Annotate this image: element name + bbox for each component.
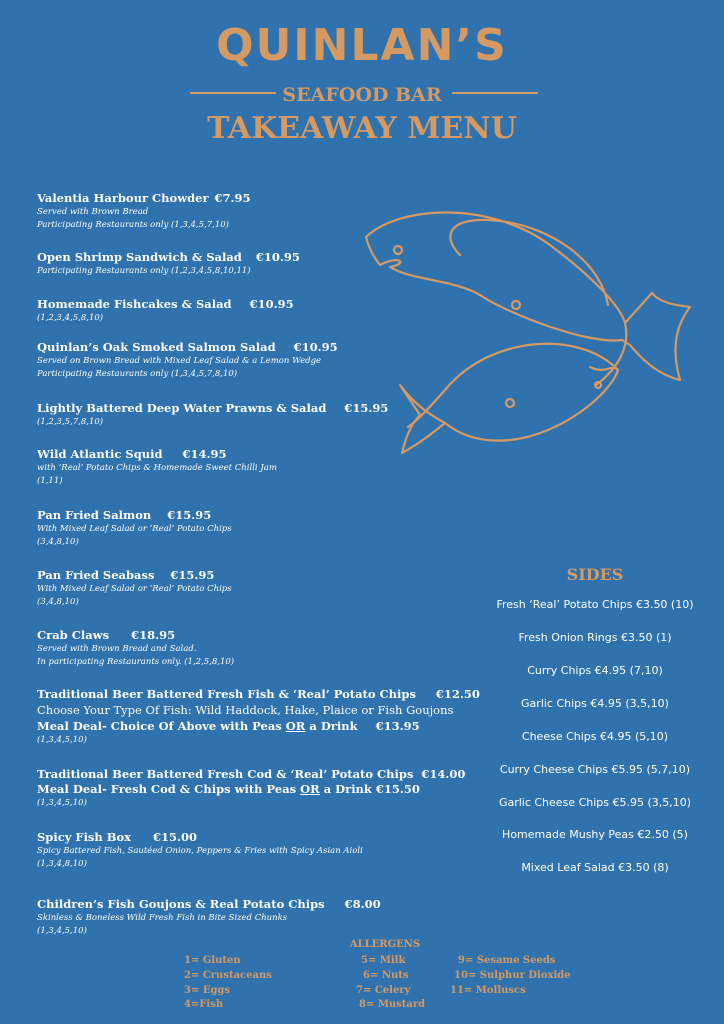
menu-item-price: €7.95 [214,191,251,205]
side-item: Homemade Mushy Peas €2.50 (5) [502,828,688,841]
menu-item-name: Valentia Harbour Chowder [37,191,209,205]
meal-deal-price: €13.95 [375,719,420,733]
menu-item-description: Choose Your Type Of Fish: Wild Haddock, Hake, Plaice or Fish Goujons [37,703,454,717]
fish-illustration-icon [360,195,700,475]
menu-item [37,250,477,278]
side-item: Garlic Chips €4.95 (3,5,10) [521,697,669,710]
menu-item [37,191,477,232]
meal-deal-text: Meal Deal- Fresh Cod & Chips with Peas [37,782,301,796]
menu-item-price: €12.50 [435,687,480,701]
menu-item-note: (1,3,4,5,10) [37,735,87,745]
allergen-entry: 7= Celery [356,985,411,996]
meal-deal-text: a Drink €15.50 [319,782,420,796]
menu-item [37,447,477,488]
menu-item-note: Served on Brown Bread with Mixed Leaf Salad & a Lemon Wedge [37,356,322,366]
side-item: Curry Chips €4.95 (7,10) [527,664,663,677]
menu-item-price: €8.00 [344,897,381,911]
menu-item [37,297,477,325]
side-item: Curry Cheese Chips €5.95 (5,7,10) [499,763,691,776]
menu-item-name: Children’s Fish Goujons & Real Potato Chips [37,897,325,911]
menu-item-note: (1,3,4,5,10) [37,926,87,936]
meal-deal-or: OR [300,782,320,796]
menu-item-note: (1,3,4,5,10) [37,798,87,808]
menu-item-note: with ‘Real’ Potato Chips & Homemade Sweet Chilli Jam [37,463,277,473]
allergen-entry: 11= Molluscs [450,985,526,996]
menu-item-name: Pan Fried Salmon [37,508,152,522]
menu-item-note: With Mixed Leaf Salad or ‘Real’ Potato Chips [37,584,232,594]
meal-deal-line [37,782,477,797]
menu-item-note: Served with Brown Bread and Salad. [37,644,197,654]
menu-item-title [37,191,477,206]
allergen-entry: 3= Eggs [184,985,231,996]
menu-item-price: €15.00 [153,830,198,844]
menu-item-note: (3,4,8,10) [37,537,79,547]
menu-item-note: With Mixed Leaf Salad or ‘Real’ Potato Chips [37,524,232,534]
sides-title: SIDES [566,565,624,584]
menu-item-name: Quinlan’s Oak Smoked Salmon Salad [37,340,276,354]
menu-item-note: Participating Restaurants only (1,3,4,5,7,8,10) [37,369,238,379]
menu-item-note: (1,2,3,4,5,8,10) [37,313,104,323]
allergen-entry: 9= Sesame Seeds [458,955,556,966]
menu-item [37,508,477,549]
restaurant-logo-name: QUINLAN’S [216,20,508,71]
menu-item-note: Participating Restaurants only (1,2,3,4,5,8,10,11) [37,266,251,276]
menu-item-name: Pan Fried Seabass [37,568,155,582]
menu-item-name: Lightly Battered Deep Water Prawns & Salad [37,401,327,415]
side-item: Fresh Onion Rings €3.50 (1) [518,631,672,644]
menu-item-name: Homemade Fishcakes & Salad [37,297,232,311]
allergen-entry: 4=Fish [184,999,224,1010]
menu-item-note: Skinless & Boneless Wild Fresh Fish in Bite Sized Chunks [37,913,288,923]
allergen-entry: 8= Mustard [359,999,426,1010]
menu-item-name: Open Shrimp Sandwich & Salad [37,250,242,264]
allergen-entry: 1= Gluten [184,955,241,966]
meal-deal-or: OR [285,719,306,733]
menu-title: TAKEAWAY MENU [207,111,517,146]
menu-item-price: €14.00 [421,767,466,781]
side-item: Fresh ‘Real’ Potato Chips €3.50 (10) [496,598,694,611]
menu-item-name: Traditional Beer Battered Fresh Fish & ‘Real’ Potato Chips [37,687,416,701]
menu-item-note: (1,2,3,5,7,8,10) [37,417,104,427]
menu-item-price: €15.95 [170,568,215,582]
menu-item [37,897,477,938]
menu-item-note: Spicy Battered Fish, Sautéed Onion, Peppers & Fries with Spicy Asian Aioli [37,846,363,856]
menu-item [37,830,477,871]
menu-item [37,628,477,669]
menu-item-name: Crab Claws [37,628,110,642]
menu-item-note: (1,3,4,8,10) [37,859,87,869]
menu-item-name: Traditional Beer Battered Fresh Cod & ‘Real’ Potato Chips [37,767,414,781]
allergen-entry: 5= Milk [361,955,406,966]
allergen-entry: 2= Crustaceans [184,970,272,981]
side-item: Garlic Cheese Chips €5.95 (3,5,10) [498,796,692,809]
restaurant-subtitle: SEAFOOD BAR [282,84,442,106]
side-item: Mixed Leaf Salad €3.50 (8) [521,861,669,874]
menu-item [37,687,480,747]
menu-item [37,401,477,429]
meal-deal-text: a Drink [305,719,358,733]
meal-deal-line [37,719,477,734]
menu-item-note: (1,11) [37,476,63,486]
menu-item [37,767,477,810]
menu-item-price: €15.95 [167,508,212,522]
menu-item-note: In participating Restaurants only. (1,2,5,8,10) [37,657,235,667]
meal-deal-text: Meal Deal- Choice Of Above with Peas [37,719,286,733]
menu-item-price: €10.95 [249,297,294,311]
menu-item-note: Participating Restaurants only (1,3,4,5,7,10) [37,220,229,230]
allergens-title: ALLERGENS [349,939,421,950]
menu-item-price: €10.95 [293,340,338,354]
menu-item [37,568,477,609]
allergen-entry: 10= Sulphur Dioxide [454,970,571,981]
menu-item-note: Served with Brown Bread [37,207,149,217]
menu-item-price: €10.95 [255,250,300,264]
menu-item-price: €18.95 [131,628,176,642]
side-item: Cheese Chips €4.95 (5,10) [521,730,669,743]
menu-item-name: Wild Atlantic Squid [37,447,163,461]
menu-item [37,340,477,381]
menu-item-name: Spicy Fish Box [37,830,132,844]
allergen-entry: 6= Nuts [363,970,409,981]
menu-item-price: €14.95 [182,447,227,461]
menu-item-price: €15.95 [344,401,389,415]
menu-item-note: (3,4,8,10) [37,597,79,607]
